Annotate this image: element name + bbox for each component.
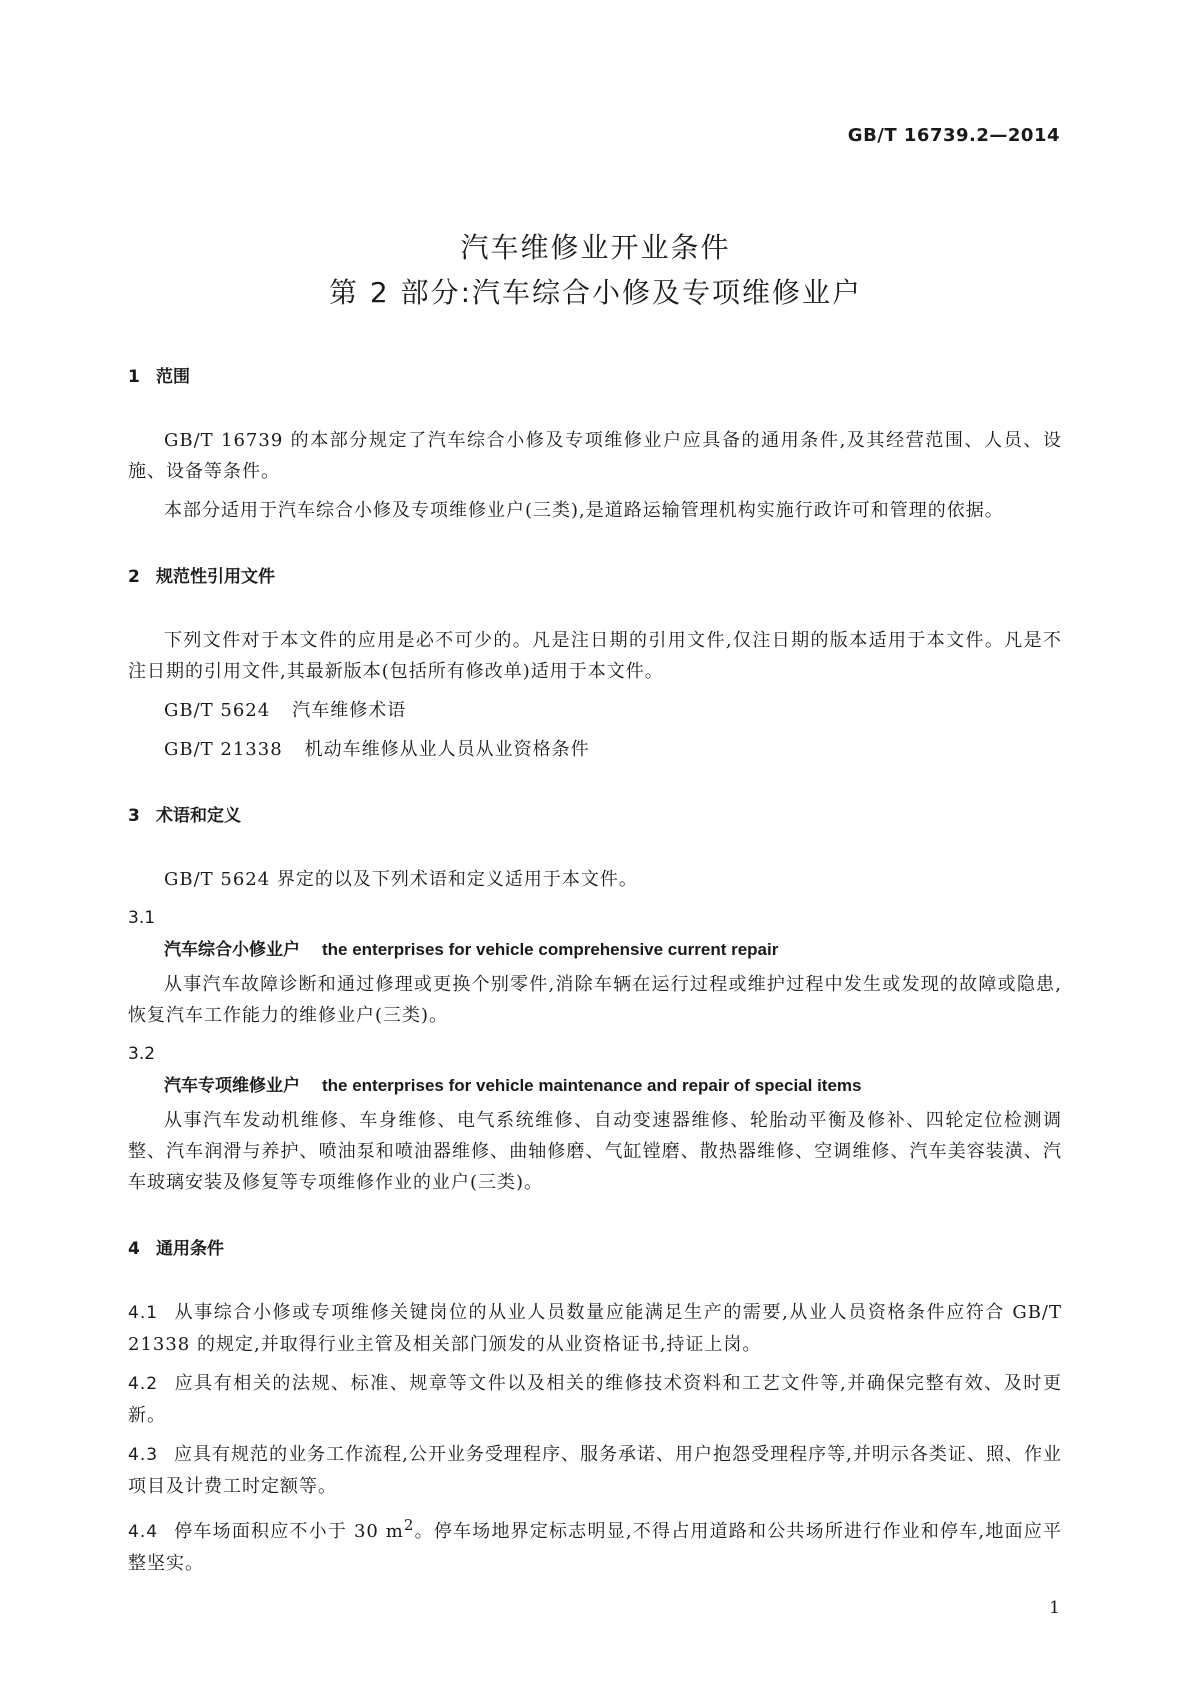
standard-code: GB/T 16739.2—2014 bbox=[847, 125, 1060, 146]
document-subtitle: 第 2 部分:汽车综合小修及专项维修业户 bbox=[328, 276, 863, 309]
superscript: 2 bbox=[403, 1516, 415, 1534]
term-name-zh: 汽车综合小修业户 bbox=[164, 940, 300, 960]
term-name-zh: 汽车专项维修业户 bbox=[164, 1076, 300, 1096]
paragraph: 本部分适用于汽车综合小修及专项维修业户(三类),是道路运输管理机构实施行政许可和管理的依据。 bbox=[164, 500, 1004, 521]
reference-code: GB/T 5624 bbox=[164, 700, 271, 721]
term-title bbox=[128, 934, 1062, 965]
paragraph: GB/T 5624 界定的以及下列术语和定义适用于本文件。 bbox=[164, 869, 638, 890]
clause-number: 4.3 bbox=[128, 1445, 159, 1465]
section-heading bbox=[128, 362, 1062, 393]
section-general-conditions bbox=[128, 1234, 1062, 1579]
paragraph: 下列文件对于本文件的应用是必不可少的。凡是注日期的引用文件,仅注日期的版本适用于本文件。凡是不注日期的引用文件,其最新版本(包括所有修改单)适用于本文件。 bbox=[128, 630, 1062, 682]
section-heading bbox=[128, 562, 1062, 593]
term-name-en: the enterprises for vehicle maintenance and repair of special items bbox=[322, 1076, 862, 1095]
term-number: 3.2 bbox=[128, 1044, 156, 1064]
section-title: 通用条件 bbox=[156, 1239, 224, 1259]
section-title: 术语和定义 bbox=[156, 806, 241, 826]
clause-text: 应具有规范的业务工作流程,公开业务受理程序、服务承诺、用户抱怨受理程序等,并明示各类证、照、作业项目及计费工时定额等。 bbox=[128, 1444, 1062, 1497]
clause-text: 从事综合小修或专项维修关键岗位的从业人员数量应能满足生产的需要,从业人员资格条件应符合 GB/T 21338 的规定,并取得行业主管及相关部门颁发的从业资格证书,持证上岗。 bbox=[128, 1302, 1062, 1355]
section-heading bbox=[128, 801, 1062, 832]
term-name-en: the enterprises for vehicle comprehensive current repair bbox=[322, 940, 779, 959]
reference-item bbox=[128, 695, 1062, 726]
page-number: 1 bbox=[1049, 1598, 1060, 1618]
clause bbox=[128, 1510, 1062, 1579]
section-scope bbox=[128, 362, 1062, 526]
reference-code: GB/T 21338 bbox=[164, 739, 283, 760]
document-body bbox=[128, 362, 1062, 1587]
clause-number: 4.4 bbox=[128, 1522, 159, 1542]
section-number: 4 bbox=[128, 1239, 140, 1259]
clause-number: 4.1 bbox=[128, 1303, 159, 1323]
section-terms-definitions bbox=[128, 801, 1062, 1198]
section-number: 2 bbox=[128, 567, 140, 587]
reference-title: 汽车维修术语 bbox=[292, 700, 407, 721]
clause bbox=[128, 1439, 1062, 1502]
document-title: 汽车维修业开业条件 bbox=[460, 231, 731, 264]
term-definition: 从事汽车故障诊断和通过修理或更换个别零件,消除车辆在运行过程或维护过程中发生或发现的故障或隐患,恢复汽车工作能力的维修业户(三类)。 bbox=[128, 974, 1062, 1026]
section-title: 规范性引用文件 bbox=[156, 567, 275, 587]
section-number: 1 bbox=[128, 367, 140, 387]
section-heading bbox=[128, 1234, 1062, 1265]
reference-title: 机动车维修从业人员从业资格条件 bbox=[304, 739, 590, 760]
clause-number: 4.2 bbox=[128, 1374, 159, 1394]
reference-item bbox=[128, 734, 1062, 765]
term-number: 3.1 bbox=[128, 908, 156, 928]
section-title: 范围 bbox=[156, 367, 190, 387]
clause bbox=[128, 1297, 1062, 1360]
section-normative-references bbox=[128, 562, 1062, 765]
section-number: 3 bbox=[128, 806, 140, 826]
clause-text: 应具有相关的法规、标准、规章等文件以及相关的维修技术资料和工艺文件等,并确保完整有效、及时更新。 bbox=[128, 1373, 1062, 1426]
clause bbox=[128, 1368, 1062, 1431]
term-title bbox=[128, 1070, 1062, 1101]
term-definition: 从事汽车发动机维修、车身维修、电气系统维修、自动变速器维修、轮胎动平衡及修补、四轮定位检测调整、汽车润滑与养护、喷油泵和喷油器维修、曲轴修磨、气缸镗磨、散热器维修、空调维修、汽车美容装潢、汽车玻璃安装及修复等专项维修作业的业户(三类)。 bbox=[128, 1110, 1062, 1193]
paragraph: GB/T 16739 的本部分规定了汽车综合小修及专项维修业户应具备的通用条件,及其经营范围、人员、设施、设备等条件。 bbox=[128, 430, 1062, 482]
clause-text-continued: 。停车场地界定标志明显,不得占用道路和公共场所进行作业和停车,地面应平整坚实。 bbox=[128, 1521, 1062, 1574]
clause-text: 停车场面积应不小于 30 m bbox=[174, 1521, 404, 1542]
